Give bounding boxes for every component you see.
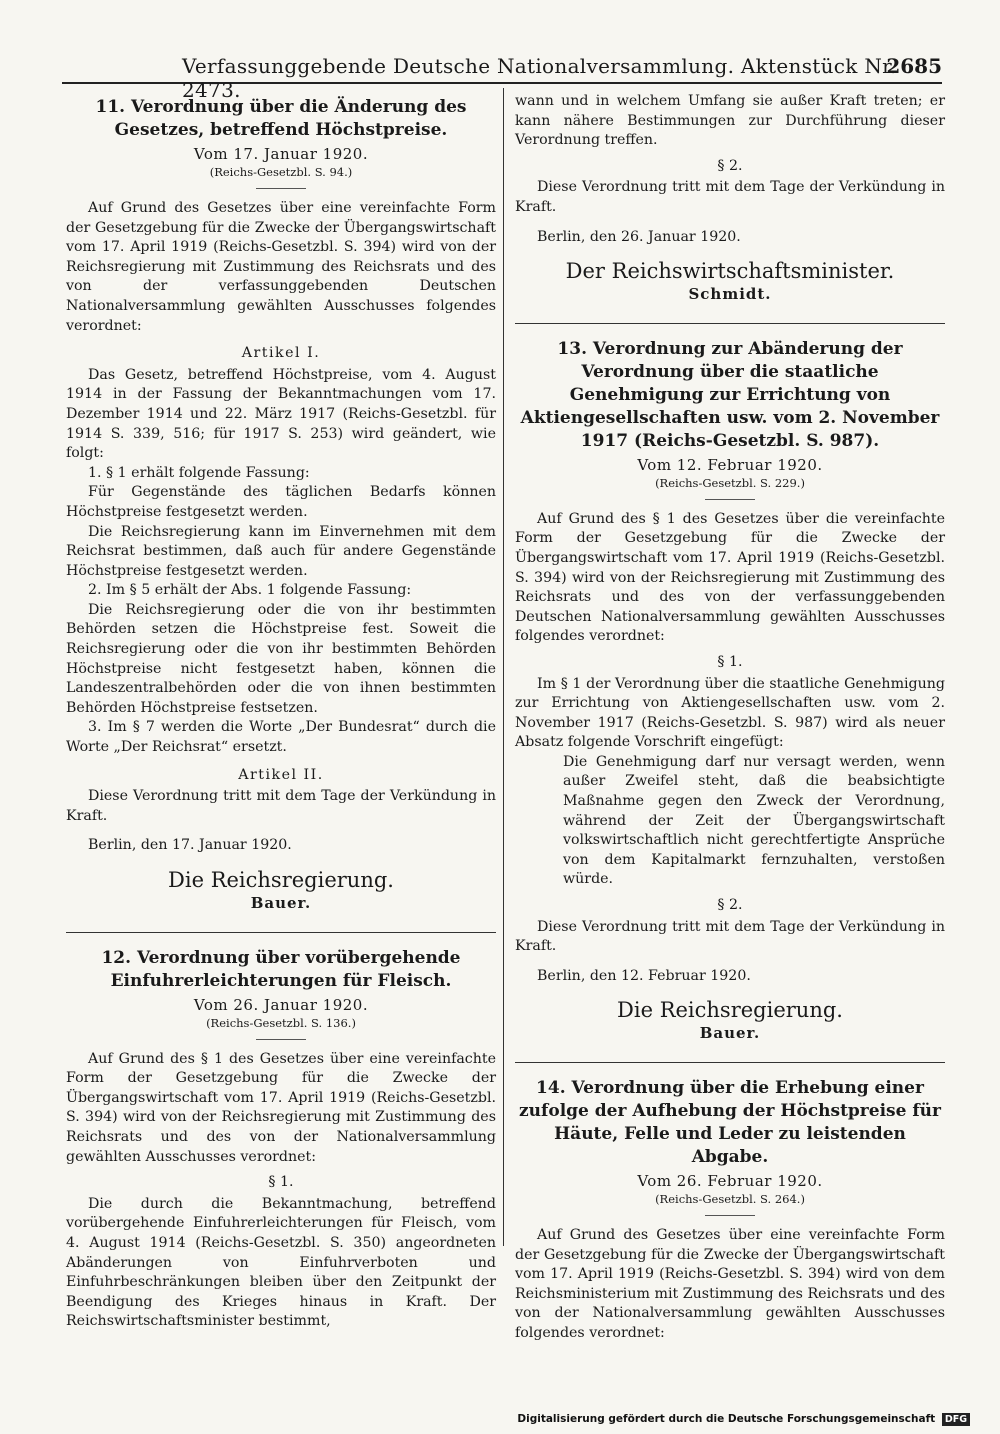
section-12-continued — [515, 92, 945, 305]
header-title: Verfassunggebende Deutsche Nationalversammlung. Aktenstück Nr. 2473. — [182, 54, 897, 102]
page-header — [62, 52, 942, 102]
place-date: Berlin, den 12. Februar 1920. — [537, 967, 751, 984]
column-divider — [503, 88, 504, 1246]
place-date: Berlin, den 17. Januar 1920. — [88, 837, 292, 854]
article-heading: Artikel II. — [238, 766, 324, 783]
section-reference: (Reichs-Gesetzbl. S. 94.) — [209, 165, 353, 179]
quoted-text: Die Genehmigung darf nur versagt werden, wenn außer Zweifel steht, daß die beabsichtigte Maßnahme gegen den Zweck der Verordnung, während der Zeit der Übergangswirtschaft volkswirtschaftlich nicht gerechtfertigte Ansprüche von dem Kapitalmarkt fernzuhalten, verstoßen würde. — [563, 753, 945, 888]
credit-text: Digitalisierung gefördert durch die Deutsche Forschungsgemeinschaft — [517, 1413, 936, 1425]
section-intro: Auf Grund des Gesetzes über eine vereinfachte Form der Gesetzgebung für die Zwecke der Übergangswirtschaft vom 17. April 1919 (Reichs-Gesetzbl. S. 394) wird von dem Reichsministerium mit Zustimmung des Reichsrats und des von der Nationalversammlung gewählten Ausschusses folgendes verordnet: — [515, 1227, 945, 1341]
section-13 — [515, 338, 945, 1044]
list-item-text: Die Reichsregierung oder die von ihr bestimmten Behörden setzen die Höchstpreise fest. Soweit die Reichsregierung oder die von ihr bestimmten Behörden Höchstpreise nicht festgesetzt haben, können die Landeszentralbehörden oder die von ihnen bestimmten Behörden Höchstpreise festsetzen. — [66, 601, 496, 716]
quoted-provision — [515, 753, 945, 890]
section-date: Vom 12. Februar 1920. — [637, 455, 823, 474]
section-14 — [515, 1077, 945, 1344]
issuing-authority: Die Reichsregierung. — [617, 998, 843, 1023]
signatory: Schmidt. — [688, 285, 772, 304]
paragraph-heading: § 2. — [717, 897, 743, 914]
paragraph-heading: § 1. — [268, 1174, 294, 1191]
list-item-text: Für Gegenstände des täglichen Bedarfs können Höchstpreise festgesetzt werden. — [66, 484, 496, 520]
continued-text: wann und in welchem Umfang sie außer Kraft treten; er kann nähere Bestimmungen zur Durchführung dieser Verordnung treffen. — [515, 93, 945, 149]
section-11 — [66, 96, 496, 914]
paragraph-heading: § 2. — [717, 157, 743, 174]
section-title: 11. Verordnung über die Änderung des Gesetzes, betreffend Höchstpreise. — [95, 97, 467, 140]
paragraph-text: Diese Verordnung tritt mit dem Tage der Verkündung in Kraft. — [515, 179, 945, 215]
section-date: Vom 17. Januar 1920. — [193, 145, 369, 163]
section-divider — [515, 1062, 945, 1063]
section-divider — [66, 932, 496, 933]
signatory: Bauer. — [250, 894, 312, 912]
section-intro: Auf Grund des Gesetzes über eine vereinfachte Form der Gesetzgebung für die Zwecke der Übergangswirtschaft vom 17. April 1919 (Reichs-Gesetzbl. S. 394) wird von der Reichsregierung mit Zustimmung des Reichsrats und des von der verfassunggebenden Deutschen Nationalversammlung gewählten Ausschusses folgendes verordnet: — [66, 200, 496, 334]
separator — [256, 1039, 306, 1040]
article-heading: Artikel I. — [241, 345, 321, 362]
section-reference: (Reichs-Gesetzbl. S. 229.) — [655, 475, 805, 490]
section-12 — [66, 947, 496, 1332]
paragraph-text: Diese Verordnung tritt mit dem Tage der Verkündung in Kraft. — [515, 918, 945, 955]
left-column — [66, 92, 496, 1332]
separator — [705, 1215, 755, 1216]
digitization-credit — [517, 1413, 970, 1426]
section-title: 12. Verordnung über vorübergehende Einfuhrerleichterungen für Fleisch. — [101, 947, 461, 991]
issuing-authority: Die Reichsregierung. — [168, 868, 394, 892]
section-date: Vom 26. Januar 1920. — [193, 995, 369, 1014]
signatory: Bauer. — [699, 1024, 761, 1043]
separator — [705, 499, 755, 500]
section-reference: (Reichs-Gesetzbl. S. 136.) — [206, 1015, 356, 1030]
dfg-logo: DFG — [942, 1413, 970, 1426]
section-title: 13. Verordnung zur Abänderung der Verordnung über die staatliche Genehmigung zur Errichtung von Aktiengesellschaften usw. vom 2. November 1917 (Reichs-Gesetzbl. S. 987). — [520, 338, 940, 451]
section-date: Vom 26. Februar 1920. — [637, 1172, 823, 1190]
list-item: 1. § 1 erhält folgende Fassung: — [88, 464, 310, 481]
section-intro: Auf Grund des § 1 des Gesetzes über eine vereinfachte Form der Gesetzgebung für die Zwecke der Übergangswirtschaft vom 17. April 1919 (Reichs-Gesetzbl. S. 394) wird von der Reichsregierung mit Zustimmung des Reichsrats und des von der Nationalversammlung gewählten Ausschusses verordnet: — [66, 1050, 496, 1165]
list-item-text: Die Reichsregierung kann im Einvernehmen mit dem Reichsrat bestimmen, daß auch für andere Gegenstände Höchstpreise festgesetzt werden. — [66, 523, 496, 579]
place-date: Berlin, den 26. Januar 1920. — [537, 228, 741, 245]
paragraph-text: Die durch die Bekanntmachung, betreffend vorübergehende Einfuhrerleichterungen für Fleisch, vom 4. August 1914 (Reichs-Gesetzbl. S. 350) angeordneten Abänderungen von Einfuhrverboten und Einfuhrbeschränkungen bleiben über den Zeitpunkt der Beendigung des Krieges hinaus in Kraft. Der Reichswirtschaftsminister bestimmt, — [66, 1195, 496, 1330]
section-title: 14. Verordnung über die Erhebung einer zufolge der Aufhebung der Höchstpreise für Häute, Felle und Leder zu leistenden Abgabe. — [519, 1078, 941, 1167]
list-item: 2. Im § 5 erhält der Abs. 1 folgende Fassung: — [88, 582, 412, 599]
issuing-authority: Der Reichswirtschaftsminister. — [565, 259, 895, 284]
section-divider — [515, 323, 945, 324]
article-text: Das Gesetz, betreffend Höchstpreise, vom 4. August 1914 in der Fassung der Bekanntmachungen vom 17. Dezember 1914 und 22. März 1917 (Reichs-Gesetzbl. für 1914 S. 339, 516; für 1917 S. 253) wird geändert, wie folgt: — [66, 366, 496, 462]
paragraph-text: Im § 1 der Verordnung über die staatliche Genehmigung zur Errichtung von Aktiengesellschaften usw. vom 2. November 1917 (Reichs-Gesetzbl. S. 987) wird als neuer Absatz folgende Vorschrift eingefügt: — [515, 675, 945, 751]
right-column — [515, 92, 945, 1344]
article-text: Diese Verordnung tritt mit dem Tage der Verkündung in Kraft. — [66, 788, 496, 824]
page-number: 2685 — [886, 54, 942, 78]
section-intro: Auf Grund des § 1 des Gesetzes über die vereinfachte Form der Gesetzgebung für die Zwecke der Übergangswirtschaft vom 17. April 1919 (Reichs-Gesetzbl. S. 394) wird von der Reichsregierung mit Zustimmung des Reichsrats und des von der verfassunggebenden Deutschen Nationalversammlung gewählten Ausschusses folgendes verordnet: — [515, 510, 945, 645]
paragraph-heading: § 1. — [717, 653, 743, 670]
list-item: 3. Im § 7 werden die Worte „Der Bundesrat“ durch die Worte „Der Reichsrat“ ersetzt. — [66, 719, 496, 756]
separator — [256, 188, 306, 189]
section-reference: (Reichs-Gesetzbl. S. 264.) — [655, 1192, 805, 1206]
